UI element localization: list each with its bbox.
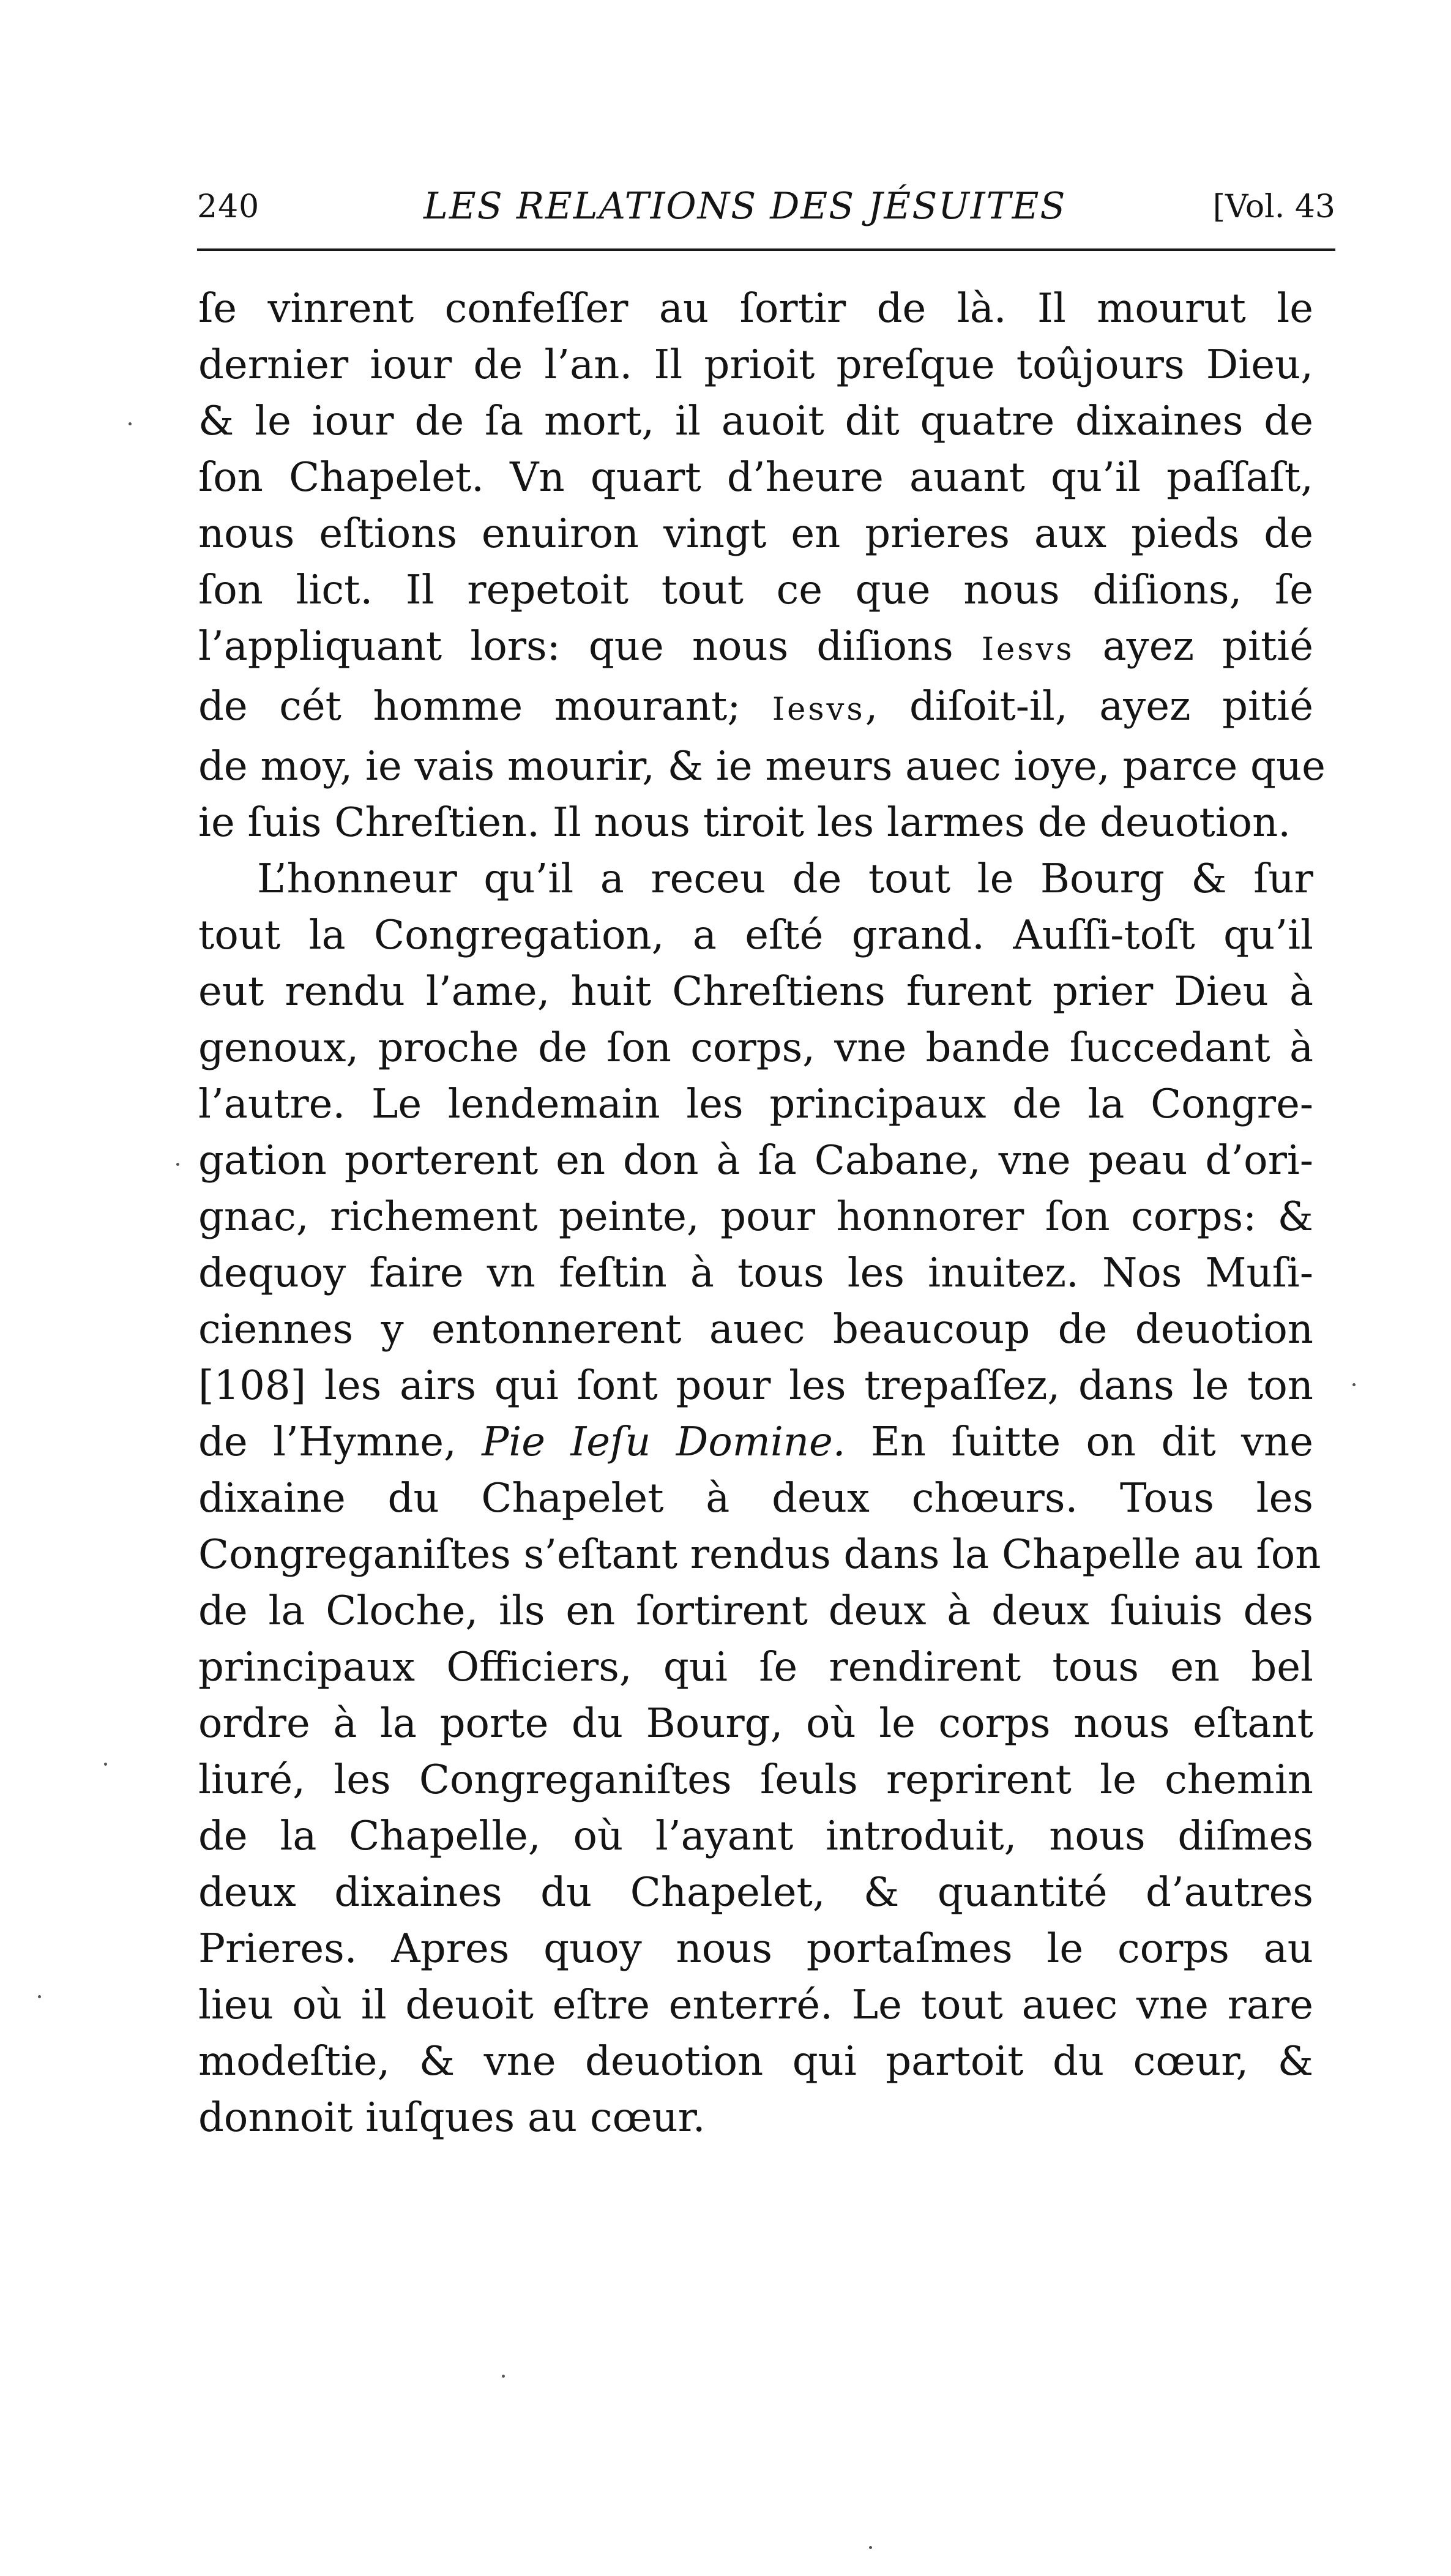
text-fragment: En ſuitte on dit vne — [845, 1419, 1314, 1465]
scan-speck — [38, 1995, 41, 1998]
text-line — [198, 618, 1313, 678]
text-line: genoux, proche de ſon corps, vne bande ſuccedant à — [198, 1025, 1313, 1071]
text-line: dernier iour de l’an. Il prioit preſque toûjours Dieu, — [198, 342, 1313, 388]
text-line — [198, 1414, 1313, 1470]
body-text — [198, 280, 1326, 2146]
text-line: l’autre. Le lendemain les principaux de la Congre- — [198, 1081, 1313, 1127]
running-title: LES RELATIONS DES JÉSUITES — [423, 185, 1067, 228]
text-line: dixaine du Chapelet à deux chœurs. Tous les — [198, 1475, 1313, 1521]
text-line: de la Chapelle, où l’ayant introduit, nous diſmes — [198, 1813, 1313, 1859]
volume-label: [Vol. 43 — [1212, 189, 1335, 225]
text-line: ſon lict. Il repetoit tout ce que nous diſions, ſe — [198, 567, 1313, 613]
paragraph-first-line: L’honneur qu’il a receu de tout le Bourg & ſur — [257, 856, 1313, 902]
text-line: ie ſuis Chreſtien. Il nous tiroit les larmes de deuotion. — [198, 799, 1291, 846]
text-line: ſon Chapelet. Vn quart d’heure auant qu’il paſſaſt, — [198, 454, 1313, 501]
text-fragment: de cét homme mourant; — [198, 683, 772, 730]
italic-hymn-title: Pie Ieſu Domine. — [482, 1419, 846, 1465]
text-line: modeſtie, & vne deuotion qui partoit du cœur, & — [198, 2038, 1313, 2085]
text-line: gnac, richement peinte, pour honnorer ſon corps: & — [198, 1193, 1313, 1240]
header-rule — [197, 248, 1335, 251]
scan-speck — [502, 2375, 505, 2378]
text-line: gation porterent en don à ſa Cabane, vne peau d’ori- — [198, 1137, 1313, 1184]
text-line: deux dixaines du Chapelet, & quantité d’autres — [198, 1869, 1313, 1916]
text-line — [198, 678, 1313, 738]
text-line: Prieres. Apres quoy nous portaſmes le corps au — [198, 1925, 1313, 1972]
text-line: de la Cloche, ils en ſortirent deux à deux ſuiuis des — [198, 1588, 1313, 1634]
scan-speck — [129, 422, 132, 425]
text-line: nous eſtions enuiron vingt en prieres aux pieds de — [198, 510, 1313, 557]
text-line: dequoy faire vn feſtin à tous les inuitez. Nos Muſi- — [198, 1250, 1313, 1296]
text-fragment: ayez pitié — [1074, 623, 1313, 670]
scan-speck — [1352, 1383, 1356, 1386]
small-caps-name: Iesvs — [772, 692, 865, 728]
text-line: ordre à la porte du Bourg, où le corps nous eſtant — [198, 1700, 1313, 1747]
text-line: ſe vinrent confeſſer au ſortir de là. Il mourut le — [198, 285, 1313, 332]
page-header — [197, 184, 1335, 233]
scan-speck — [869, 2546, 872, 2549]
text-line: lieu où il deuoit eſtre enterré. Le tout auec vne rare — [198, 1982, 1313, 2028]
scan-speck — [176, 1163, 179, 1166]
text-fragment: l’appliquant lors: que nous diſions — [198, 623, 982, 670]
text-line: ciennes y entonnerent auec beaucoup de deuotion — [198, 1306, 1313, 1353]
small-caps-name: Iesvs — [981, 632, 1075, 668]
text-line: liuré, les Congreganiſtes ſeuls reprirent le chemin — [198, 1757, 1313, 1803]
text-line: [108] les airs qui ſont pour les trepaſſez, dans le ton — [198, 1362, 1313, 1409]
text-line: donnoit iuſques au cœur. — [198, 2094, 706, 2141]
page-number: 240 — [197, 189, 260, 225]
text-line: & le iour de ſa mort, il auoit dit quatre dixaines de — [198, 398, 1313, 444]
scan-speck — [104, 1763, 107, 1766]
text-fragment: , diſoit-il, ayez pitié — [865, 683, 1313, 730]
text-line: principaux Officiers, qui ſe rendirent tous en bel — [198, 1644, 1313, 1690]
text-fragment: de l’Hymne, — [198, 1419, 482, 1465]
text-line: de moy, ie vais mourir, & ie meurs auec ioye, parce que — [198, 743, 1326, 790]
text-line: tout la Congregation, a eſté grand. Auſſi-toſt qu’il — [198, 912, 1313, 958]
text-line: eut rendu l’ame, huit Chreſtiens furent prier Dieu à — [198, 968, 1313, 1015]
text-line: Congreganiſtes s’eſtant rendus dans la Chapelle au ſon — [198, 1531, 1321, 1578]
